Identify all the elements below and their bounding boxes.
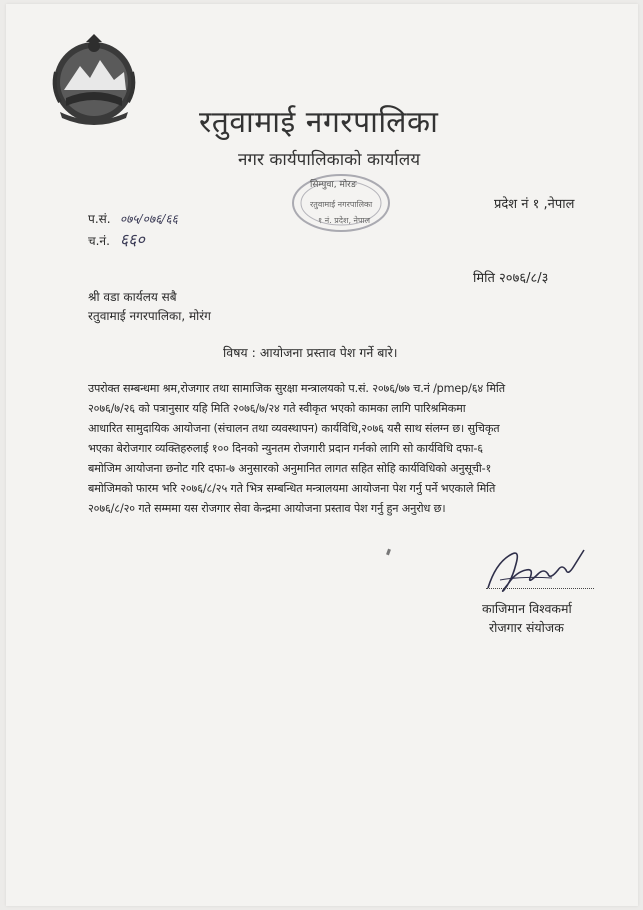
- signatory-role: रोजगार संयोजक: [489, 620, 564, 635]
- subject-line: विषय : आयोजना प्रस्ताव पेश गर्ने बारे।: [223, 345, 398, 360]
- cn-value: ६६०: [119, 230, 145, 249]
- body-line: बमोजिमको फारम भरि २०७६/८/२५ गते भित्र सम्बन्धित मन्त्रालयमा आयोजना पेश गर्नु पर्ने भएकाले मिति: [88, 482, 496, 495]
- ps-label: प.सं.: [88, 212, 111, 226]
- body-line: २०७६/७/२६ को पत्रानुसार यहि मिति २०७६/७/२४ गते स्वीकृत भएको कामका लागि पारिश्रमिकमा: [88, 402, 466, 415]
- stamp-text-3: १ नं. प्रदेश, नेपाल: [318, 216, 371, 225]
- ps-row: [88, 210, 178, 227]
- nepal-emblem-logo: [46, 32, 146, 128]
- body-line: आधारित सामुदायिक आयोजना (संचालन तथा व्यवस्थापन) कार्यविधि,२०७६ यसै साथ संलग्न छ। सुचिकृत: [88, 422, 500, 435]
- body-line: २०७६/८/२० गते सम्ममा यस रोजगार सेवा केन्द्रमा आयोजना प्रस्ताव पेश गर्नु हुन अनुरोध छ।: [88, 502, 446, 515]
- ps-value: ०७५/०७६/६६: [119, 212, 178, 226]
- recipient-line-2: रतुवामाई नगरपालिका, मोरंग: [88, 309, 211, 323]
- ink-mark: [386, 549, 391, 556]
- cn-row: [88, 228, 145, 250]
- body-line: भएका बेरोजगार व्यक्तिहरुलाई १०० दिनको न्युनतम रोजगारी प्रदान गर्नको लागि सो कार्यविधि दफा-६: [88, 442, 483, 455]
- cn-label: च.नं.: [88, 234, 110, 248]
- province-label: प्रदेश नं १ ,नेपाल: [494, 197, 575, 212]
- office-stamp: [288, 169, 394, 235]
- recipient-line-1: श्री वडा कार्यलय सबै: [88, 290, 177, 304]
- stamp-text-1: सिम्पुवा, मोरङ: [310, 180, 357, 190]
- municipality-title: रतुवामाई नगरपालिका: [199, 105, 439, 140]
- body-line: बमोजिम आयोजना छनोट गरि दफा-७ अनुसारको अनुमानित लागत सहित सोहि कार्यविधिको अनुसूची-१: [88, 462, 492, 475]
- handwritten-signature: [482, 540, 592, 598]
- office-subtitle: नगर कार्यपालिकाको कार्यालय: [238, 150, 421, 170]
- letter-page: [6, 4, 638, 906]
- signatory-name: काजिमान विश्वकर्मा: [482, 601, 572, 616]
- body-line: उपरोक्त सम्बन्धमा श्रम,रोजगार तथा सामाजिक सुरक्षा मन्त्रालयको प.सं. २०७६/७७ च.नं /pmep/६४ मिति: [88, 382, 505, 395]
- signature-line: [486, 588, 594, 589]
- stamp-text-2: रतुवामाई नगरपालिका: [310, 200, 373, 209]
- letter-date: मिति २०७६/८/३: [473, 271, 549, 286]
